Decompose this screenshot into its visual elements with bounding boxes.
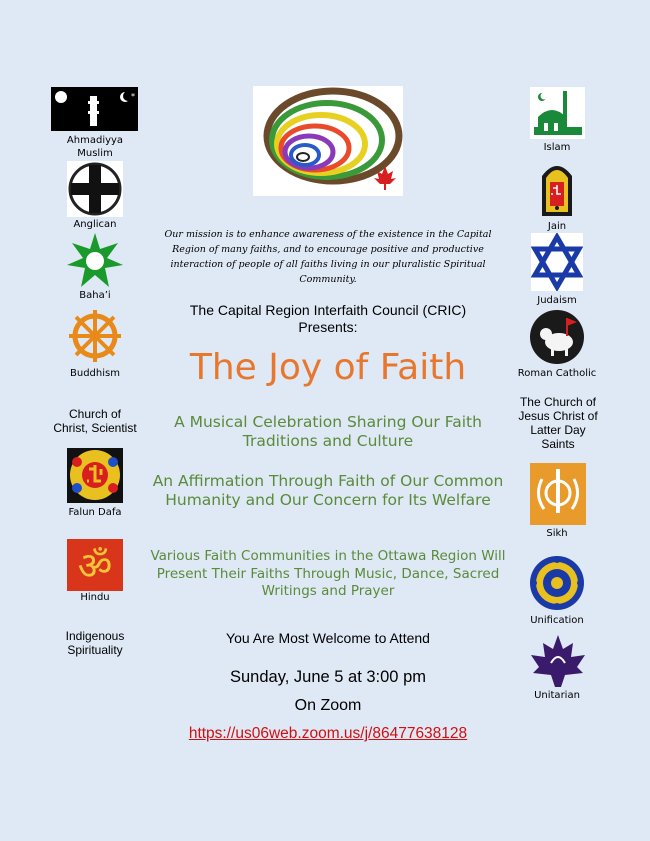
lamb-of-god-icon bbox=[529, 308, 585, 366]
label-bahai: Baha’i bbox=[79, 290, 111, 301]
presenter-text: The Capital Region Interfaith Council (CRIC) Presents: bbox=[189, 302, 467, 335]
ahmadiyya-flag-icon bbox=[51, 87, 138, 131]
event-date: Sunday, June 5 at 3:00 pm bbox=[230, 668, 426, 686]
star-of-david-icon bbox=[531, 233, 583, 291]
label-lds: The Church of Jesus Christ of Latter Day Saints bbox=[518, 395, 598, 451]
label-anglican: Anglican bbox=[73, 219, 117, 230]
label-falun-dafa: Falun Dafa bbox=[68, 507, 122, 518]
jain-symbol-icon bbox=[538, 158, 576, 218]
label-roman-catholic: Roman Catholic bbox=[517, 368, 597, 379]
falun-dafa-icon bbox=[67, 448, 123, 503]
label-christian-science: Church of Christ, Scientist bbox=[53, 407, 137, 435]
label-buddhism: Buddhism bbox=[70, 368, 120, 379]
label-ahmadiyya: Ahmadiyya Muslim bbox=[66, 135, 124, 159]
tagline-affirmation: An Affirmation Through Faith of Our Common Humanity and Our Concern for Its Welfare bbox=[152, 472, 504, 509]
event-title: The Joy of Faith bbox=[189, 347, 467, 388]
label-unification: Unification bbox=[530, 615, 584, 626]
label-indigenous: Indigenous Spirituality bbox=[65, 629, 125, 657]
label-islam: Islam bbox=[543, 142, 571, 153]
mission-statement: Our mission is to enhance awareness of the existence in the Capital Region of many faiths, and to encourage positive and productive interaction of people of all faiths living in our pluralistic Spiritual Community. bbox=[164, 229, 492, 285]
anglican-cross-icon bbox=[67, 161, 123, 217]
label-hindu: Hindu bbox=[80, 592, 110, 603]
islam-mosque-icon bbox=[530, 87, 585, 139]
dharma-wheel-icon bbox=[67, 308, 123, 364]
tagline-communities: Various Faith Communities in the Ottawa Region Will Present Their Faiths Through Music, Dance, Sacred Writings and Prayer bbox=[150, 548, 506, 599]
om-symbol-icon bbox=[67, 539, 123, 591]
bahai-star-icon bbox=[67, 233, 123, 287]
svg-text:ॐ: ॐ bbox=[77, 544, 113, 588]
khanda-icon bbox=[530, 463, 586, 525]
unitarian-icon bbox=[529, 633, 587, 687]
unification-icon bbox=[529, 555, 585, 611]
welcome-text: You Are Most Welcome to Attend bbox=[226, 630, 430, 646]
cric-logo bbox=[253, 86, 403, 196]
label-jain: Jain bbox=[547, 221, 567, 232]
tagline-musical: A Musical Celebration Sharing Our Faith Traditions and Culture bbox=[174, 413, 482, 450]
label-sikh: Sikh bbox=[546, 528, 568, 539]
svg-text:*: * bbox=[131, 92, 135, 101]
label-judaism: Judaism bbox=[537, 295, 577, 306]
zoom-link[interactable]: https://us06web.zoom.us/j/86477638128 bbox=[188, 725, 468, 742]
event-venue: On Zoom bbox=[294, 697, 362, 714]
label-unitarian: Unitarian bbox=[534, 690, 580, 701]
